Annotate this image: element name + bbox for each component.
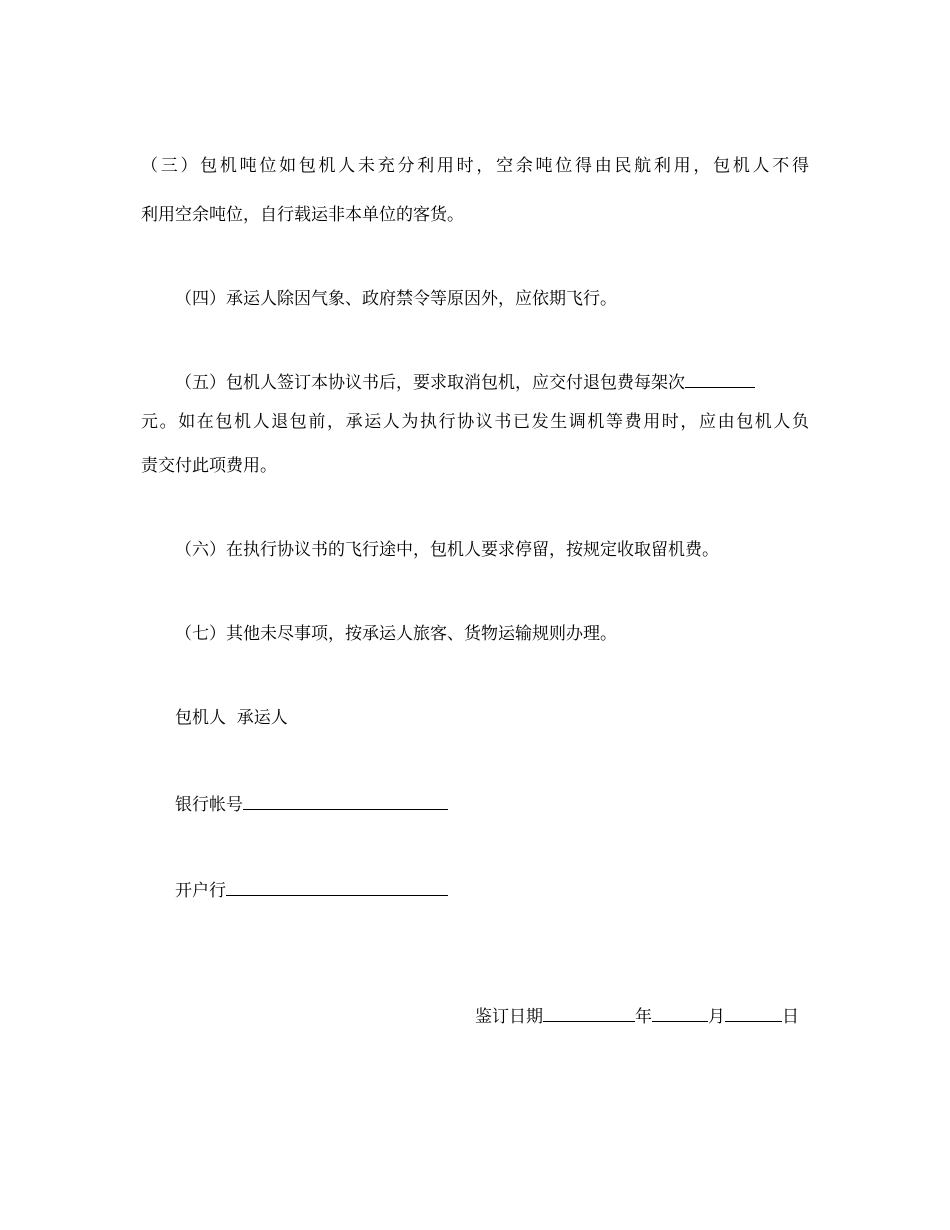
bank-blank[interactable] <box>226 878 448 896</box>
bank-label: 开户行 <box>175 881 226 901</box>
clause-3-line-2 <box>141 203 464 227</box>
day-label: 日 <box>782 1007 799 1027</box>
clause-5-text-3: 责交付此项费用。 <box>141 456 277 476</box>
fee-blank[interactable] <box>685 370 755 388</box>
bank-row <box>175 878 448 903</box>
clause-5-text-2: 元。如在包机人退包前，承运人为执行协议书已发生调机等费用时，应由包机人负 <box>141 412 809 432</box>
signature-parties <box>175 706 288 730</box>
day-blank[interactable] <box>725 1004 782 1022</box>
year-blank[interactable] <box>543 1004 635 1022</box>
date-label: 鉴订日期 <box>475 1007 543 1027</box>
month-label: 月 <box>708 1007 725 1027</box>
clause-6-line-1 <box>175 538 719 562</box>
clause-7-line-1 <box>175 622 617 646</box>
clause-4-line-1 <box>175 287 617 311</box>
clause-3-text-2: 利用空余吨位，自行载运非本单位的客货。 <box>141 205 464 225</box>
year-label: 年 <box>635 1007 652 1027</box>
clause-6-text-1: （六）在执行协议书的飞行途中，包机人要求停留，按规定收取留机费。 <box>175 540 719 560</box>
clause-3-line-1 <box>141 154 809 178</box>
clause-5-line-1 <box>175 370 755 395</box>
month-blank[interactable] <box>652 1004 708 1022</box>
bank-account-blank[interactable] <box>243 792 448 810</box>
clause-5-line-2 <box>141 410 809 434</box>
clause-5-line-3 <box>141 454 277 478</box>
clause-4-text-1: （四）承运人除因气象、政府禁令等原因外，应依期飞行。 <box>175 289 617 309</box>
parties-label: 包机人 承运人 <box>175 708 288 728</box>
bank-account-label: 银行帐号 <box>175 795 243 815</box>
clause-3-text-1: （三）包机吨位如包机人未充分利用时，空余吨位得由民航利用，包机人不得 <box>141 156 809 176</box>
signing-date-row <box>475 1004 799 1029</box>
clause-5-text-1: （五）包机人签订本协议书后，要求取消包机，应交付退包费每架次 <box>175 373 685 393</box>
bank-account-row <box>175 792 448 817</box>
clause-7-text-1: （七）其他未尽事项，按承运人旅客、货物运输规则办理。 <box>175 624 617 644</box>
